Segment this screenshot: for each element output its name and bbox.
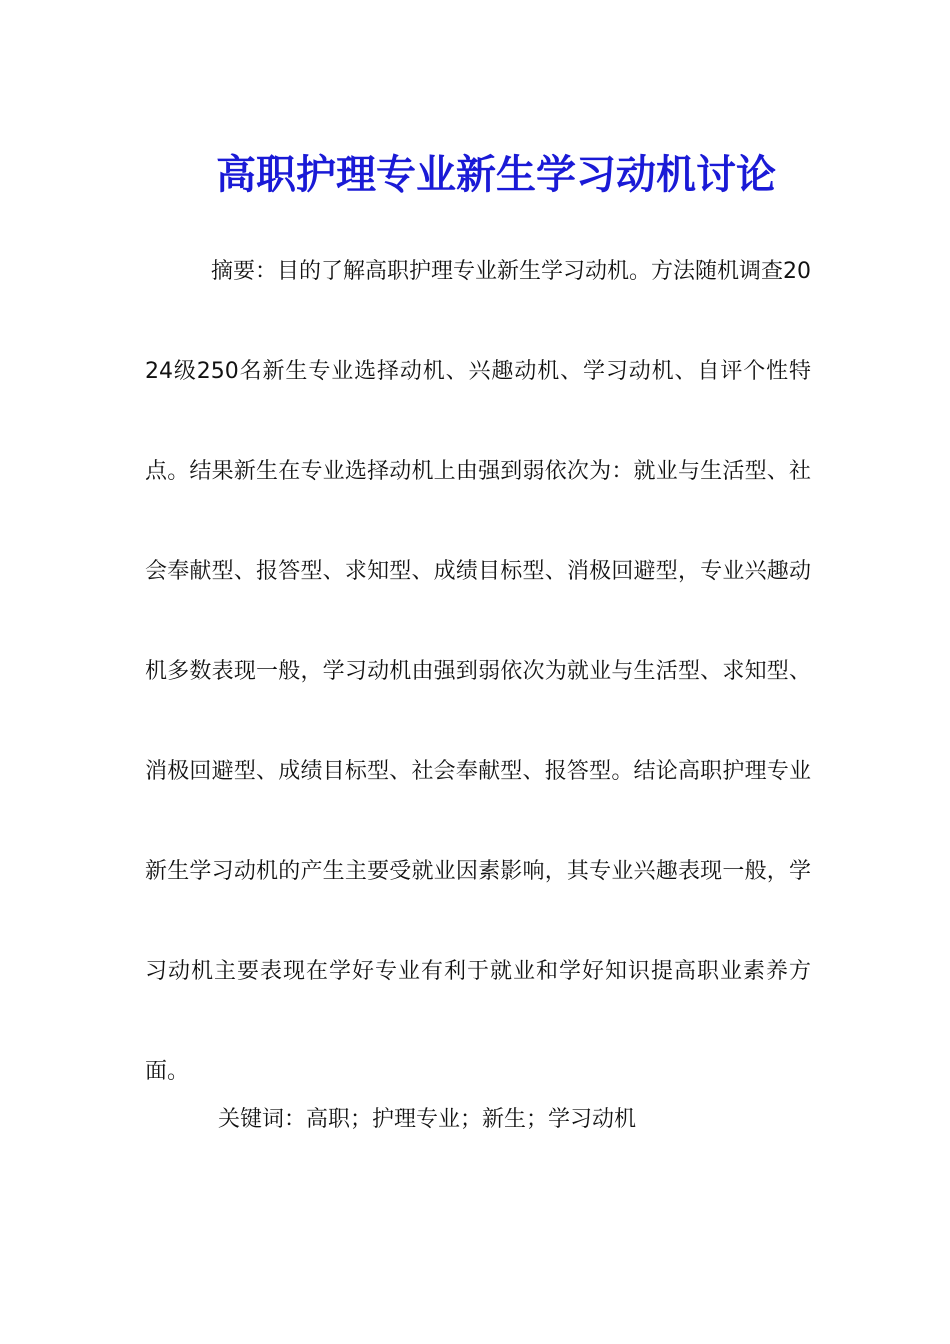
keywords-line: 关键词：高职；护理专业；新生；学习动机 — [218, 1107, 637, 1132]
abstract-paragraph: 摘要：目的了解高职护理专业新生学习动机。方法随机调查2024级250名新生专业选择动机、兴趣动机、学习动机、自评个性特点。结果新生在专业选择动机上由强到弱依次为：就业与生活型、社会奉献型、报答型、求知型、成绩目标型、消极回避型，专业兴趣动机多数表现一般，学习动机由强到弱依次为就业与生活型、求知型、消极回避型、成绩目标型、社会奉献型、报答型。结论高职护理专业新生学习动机的产生主要受就业因素影响，其专业兴趣表现一般，学习动机主要表现在学好专业有利于就业和学好知识提高职业素养方面。 — [145, 259, 811, 1084]
page-title: 高职护理专业新生学习动机讨论 — [216, 150, 776, 198]
